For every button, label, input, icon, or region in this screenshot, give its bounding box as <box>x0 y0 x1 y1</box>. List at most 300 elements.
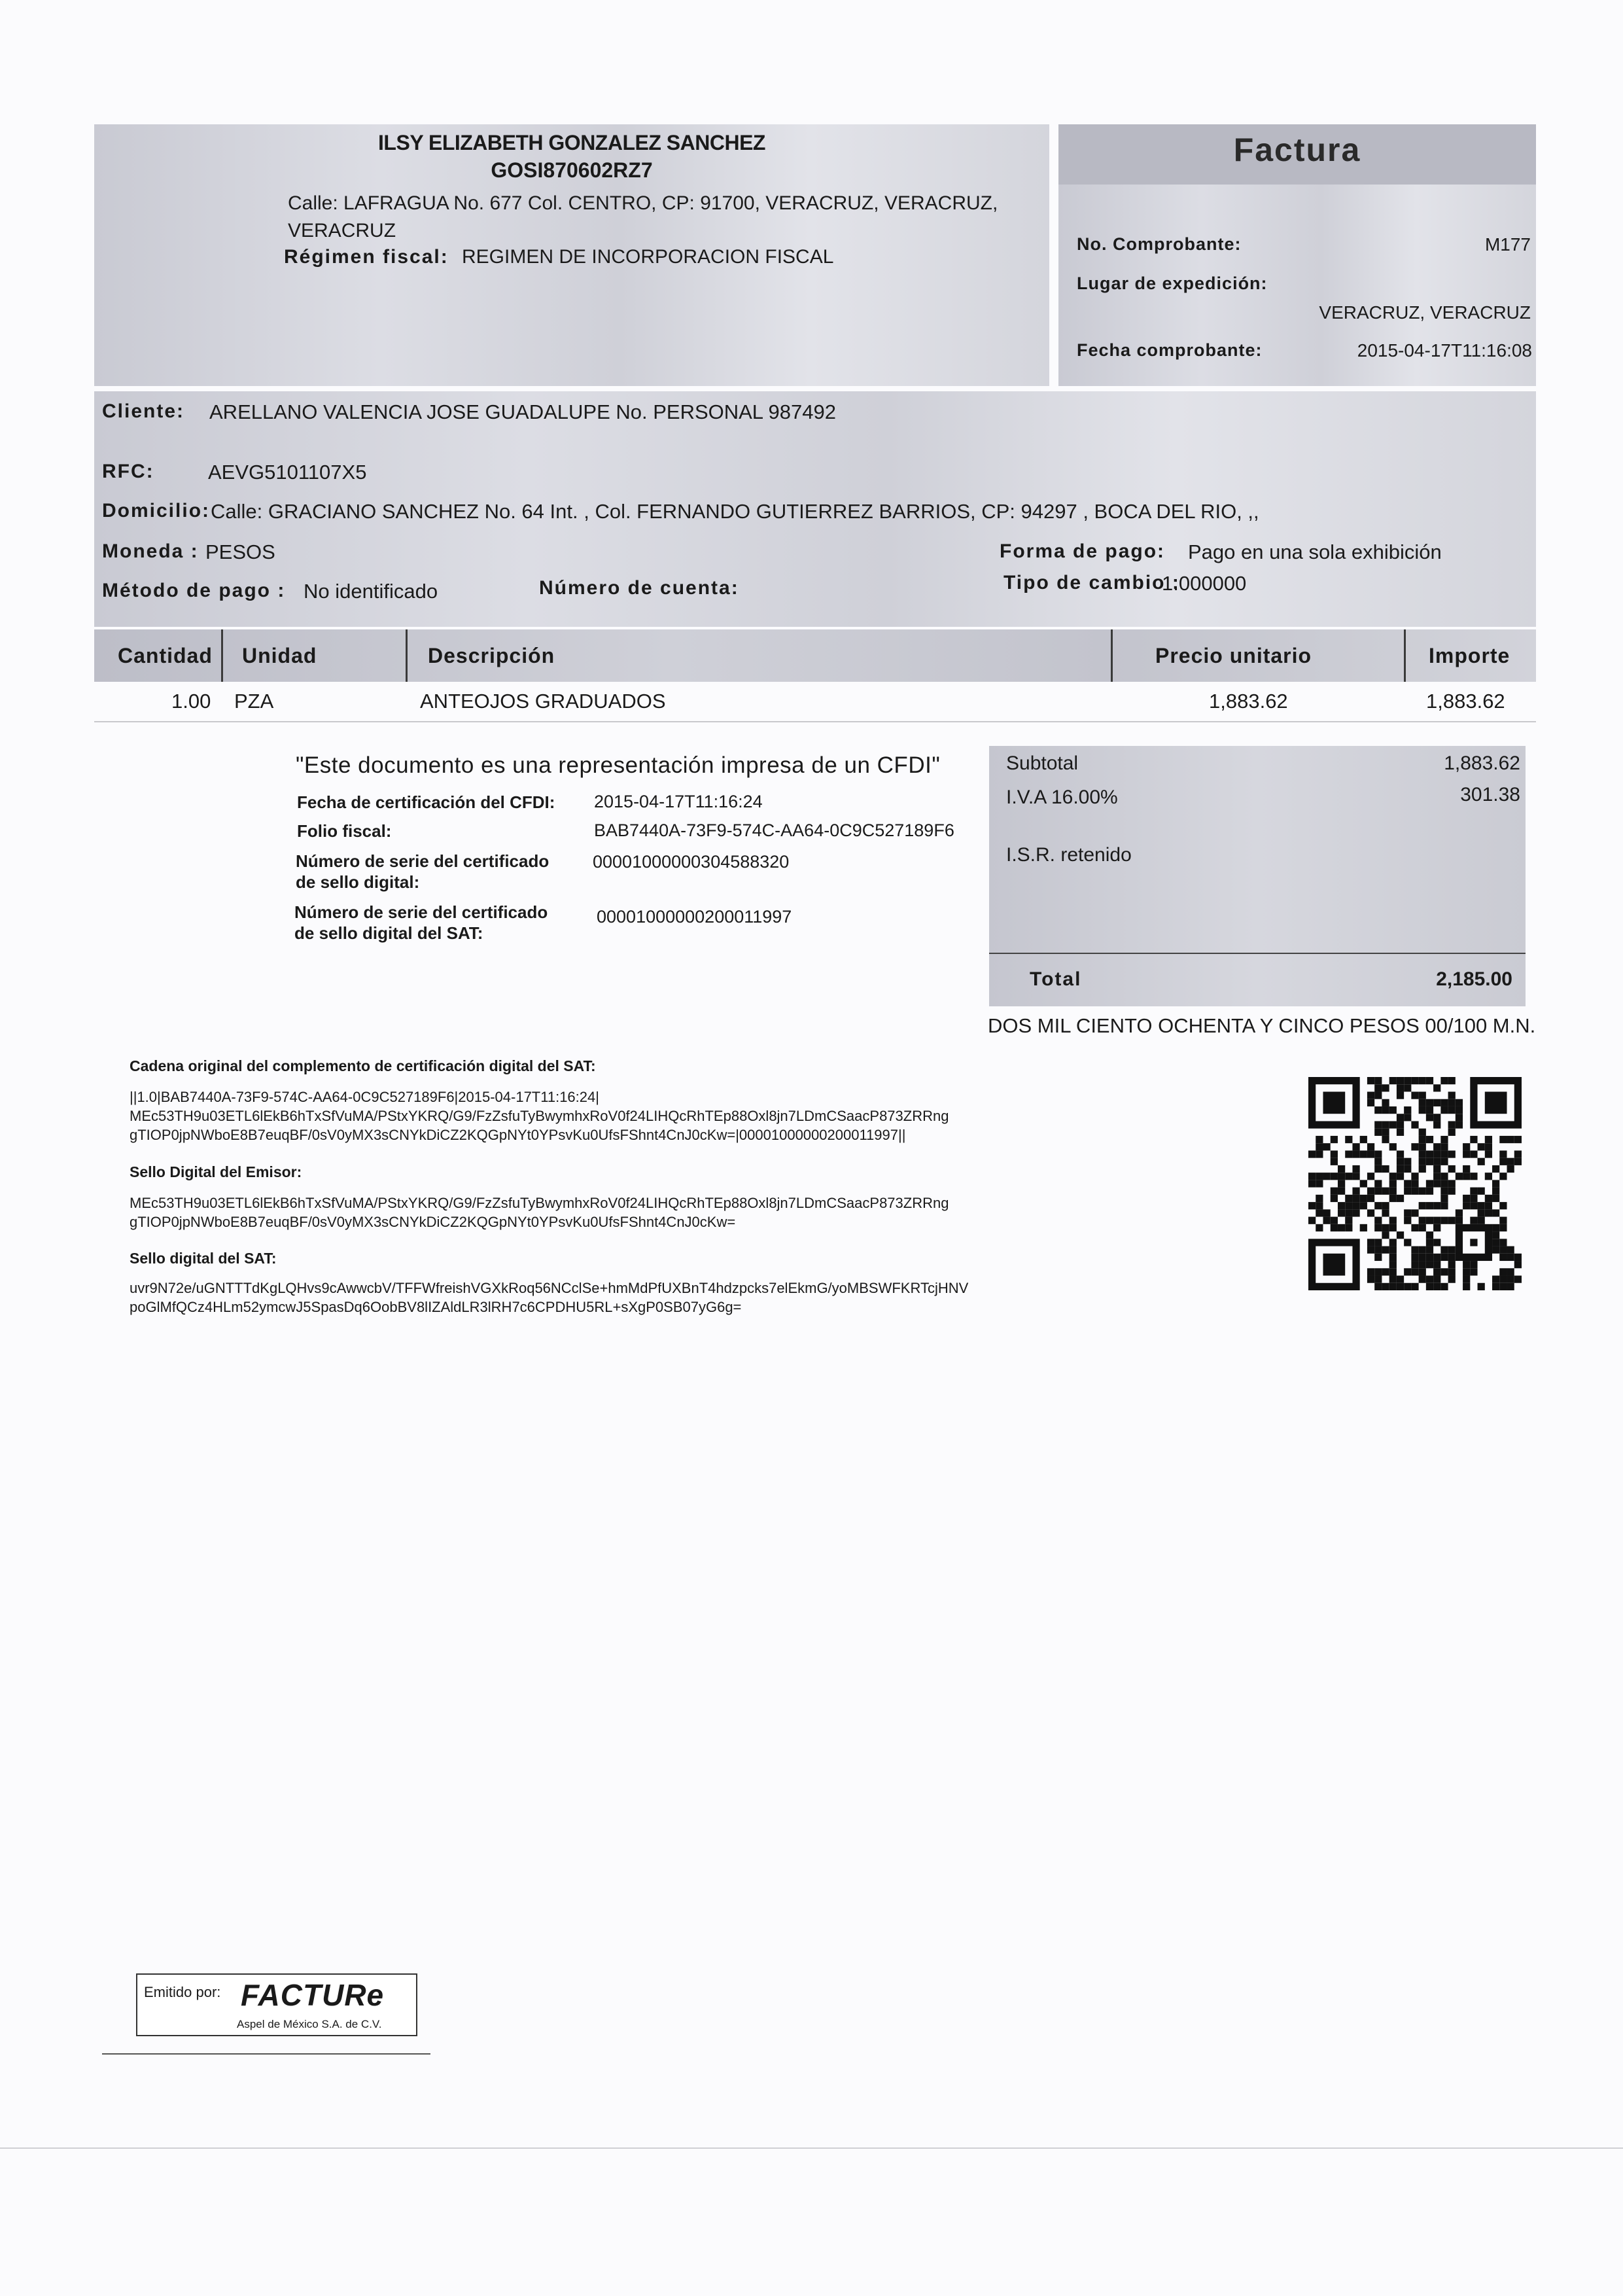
qr-module <box>1492 1180 1499 1187</box>
qr-module <box>1389 1268 1397 1275</box>
qr-module <box>1352 1143 1359 1150</box>
qr-module <box>1499 1150 1507 1157</box>
qr-module <box>1411 1188 1418 1195</box>
qr-module <box>1463 1202 1470 1209</box>
qr-module <box>1382 1099 1389 1106</box>
qr-module <box>1411 1283 1418 1290</box>
qr-module <box>1426 1099 1433 1106</box>
qr-module <box>1367 1150 1374 1157</box>
issuer-logo <box>136 1973 417 2036</box>
qr-module <box>1397 1084 1404 1091</box>
qr-module <box>1374 1106 1382 1114</box>
qr-module <box>1316 1202 1323 1209</box>
qr-module <box>1352 1150 1359 1157</box>
qr-module <box>1374 1129 1382 1136</box>
qr-module <box>1367 1173 1374 1180</box>
qr-module <box>1433 1099 1440 1106</box>
qr-module <box>1426 1136 1433 1143</box>
folio-value: BAB7440A-73F9-574C-AA64-0C9C527189F6 <box>594 821 954 840</box>
qr-module <box>1485 1195 1492 1202</box>
qr-module <box>1440 1150 1448 1157</box>
qr-module <box>1419 1217 1426 1224</box>
qr-module <box>1411 1254 1418 1261</box>
cert-fecha-value: 2015-04-17T11:16:24 <box>594 792 763 811</box>
column-divider <box>1404 629 1406 682</box>
qr-module <box>1374 1188 1382 1195</box>
qr-module <box>1374 1268 1382 1275</box>
qr-module <box>1404 1165 1411 1173</box>
qr-module <box>1419 1188 1426 1195</box>
qr-module <box>1308 1173 1316 1180</box>
qr-module <box>1426 1231 1433 1239</box>
lugar-value: VERACRUZ, VERACRUZ <box>1319 302 1531 323</box>
serie-sat-value: 00001000000200011997 <box>597 907 792 927</box>
qr-module <box>1316 1180 1323 1187</box>
qr-module <box>1419 1143 1426 1150</box>
qr-module <box>1456 1173 1463 1180</box>
qr-module <box>1374 1254 1382 1261</box>
qr-module <box>1389 1276 1397 1283</box>
qr-module <box>1426 1276 1433 1283</box>
sello-emisor-label: Sello Digital del Emisor: <box>130 1163 302 1180</box>
qr-module <box>1352 1173 1359 1180</box>
qr-module <box>1411 1173 1418 1180</box>
qr-module <box>1485 1143 1492 1150</box>
qr-module <box>1419 1165 1426 1173</box>
qr-module <box>1478 1283 1485 1290</box>
qr-module <box>1397 1195 1404 1202</box>
qr-module <box>1345 1209 1352 1216</box>
qr-module <box>1433 1114 1440 1121</box>
qr-module <box>1499 1283 1507 1290</box>
qr-module <box>1367 1099 1374 1106</box>
qr-module <box>1411 1077 1418 1084</box>
logo-emitido-text: Emitido por: <box>144 1984 221 2000</box>
qr-module <box>1374 1180 1382 1187</box>
qr-module <box>1485 1173 1492 1180</box>
qr-module <box>1492 1276 1499 1283</box>
qr-module <box>1440 1246 1448 1254</box>
qr-module <box>1426 1254 1433 1261</box>
cert-fecha-label: Fecha de certificación del CFDI: <box>297 792 555 812</box>
qr-module <box>1448 1121 1456 1128</box>
issuer-name: ILSY ELIZABETH GONZALEZ SANCHEZ <box>378 131 765 154</box>
qr-module <box>1426 1261 1433 1268</box>
qr-module <box>1514 1261 1522 1268</box>
qr-module <box>1470 1173 1477 1180</box>
qr-module <box>1433 1224 1440 1231</box>
qr-module <box>1382 1202 1389 1209</box>
qr-module <box>1440 1283 1448 1290</box>
qr-module <box>1448 1268 1456 1275</box>
qr-module <box>1331 1188 1338 1195</box>
qr-module <box>1404 1209 1411 1216</box>
sello-sat-label: Sello digital del SAT: <box>130 1250 277 1267</box>
qr-module <box>1338 1165 1345 1173</box>
qr-module <box>1440 1077 1448 1084</box>
qr-module <box>1404 1158 1411 1165</box>
moneda-label: Moneda : <box>102 540 199 562</box>
qr-module <box>1433 1217 1440 1224</box>
qr-module <box>1456 1099 1463 1106</box>
iva-label: I.V.A 16.00% <box>1006 786 1118 808</box>
item-cantidad: 1.00 <box>171 690 211 713</box>
qr-module <box>1419 1261 1426 1268</box>
qr-module <box>1308 1217 1316 1224</box>
qr-module <box>1485 1136 1492 1143</box>
qr-module <box>1397 1114 1404 1121</box>
qr-module <box>1367 1188 1374 1195</box>
qr-module <box>1323 1217 1330 1224</box>
qr-module <box>1360 1136 1367 1143</box>
qr-module <box>1470 1239 1477 1246</box>
qr-module <box>1389 1121 1397 1128</box>
qr-module <box>1456 1114 1463 1121</box>
qr-module <box>1433 1180 1440 1187</box>
qr-module <box>1485 1209 1492 1216</box>
cadena-value <box>130 1087 1019 1144</box>
issuer-panel <box>94 124 1049 386</box>
qr-module <box>1433 1276 1440 1283</box>
qr-module <box>1499 1158 1507 1165</box>
qr-module <box>1367 1276 1374 1283</box>
serie-emisor-value: 00001000000304588320 <box>593 852 790 872</box>
row-divider <box>94 721 1536 722</box>
serie-emisor-label-line-1: Número de serie del certificado <box>296 851 550 871</box>
amount-in-words: DOS MIL CIENTO OCHENTA Y CINCO PESOS 00/100 M.N. <box>988 1014 1536 1037</box>
qr-module <box>1404 1084 1411 1091</box>
qr-module <box>1323 1173 1330 1180</box>
qr-module <box>1448 1276 1456 1283</box>
qr-module <box>1367 1246 1374 1254</box>
issuer-rfc: GOSI870602RZ7 <box>491 158 653 182</box>
qr-module <box>1440 1254 1448 1261</box>
qr-module <box>1492 1246 1499 1254</box>
qr-module <box>1360 1224 1367 1231</box>
qr-module <box>1389 1143 1397 1150</box>
invoice-panel <box>1058 124 1536 386</box>
qr-module <box>1499 1246 1507 1254</box>
qr-module <box>1345 1173 1352 1180</box>
qr-module <box>1463 1143 1470 1150</box>
qr-module <box>1419 1202 1426 1209</box>
metodo-value: No identificado <box>304 580 438 603</box>
moneda-value: PESOS <box>205 540 275 563</box>
qr-module <box>1382 1268 1389 1275</box>
qr-module <box>1331 1158 1338 1165</box>
qr-module <box>1463 1195 1470 1202</box>
qr-module <box>1374 1246 1382 1254</box>
qr-module <box>1448 1188 1456 1195</box>
qr-module <box>1389 1254 1397 1261</box>
qr-module <box>1308 1180 1316 1187</box>
qr-module <box>1397 1158 1404 1165</box>
qr-module <box>1448 1091 1456 1099</box>
fecha-comprobante-value: 2015-04-17T11:16:08 <box>1357 340 1532 361</box>
qr-module <box>1478 1209 1485 1216</box>
qr-module <box>1433 1268 1440 1275</box>
qr-module <box>1352 1165 1359 1173</box>
qr-module <box>1448 1254 1456 1261</box>
invoice-title: Factura <box>1233 132 1361 168</box>
qr-module <box>1470 1195 1477 1202</box>
qr-module <box>1323 1143 1330 1150</box>
rfc-label: RFC: <box>102 461 154 482</box>
qr-module <box>1389 1195 1397 1202</box>
qr-module <box>1419 1268 1426 1275</box>
serie-emisor-label <box>296 851 549 892</box>
qr-module <box>1374 1224 1382 1231</box>
qr-module <box>1419 1276 1426 1283</box>
qr-module <box>1419 1091 1426 1099</box>
qr-module <box>1382 1283 1389 1290</box>
qr-module <box>1440 1188 1448 1195</box>
qr-module <box>1382 1121 1389 1128</box>
qr-module <box>1463 1173 1470 1180</box>
qr-module <box>1331 1224 1338 1231</box>
qr-module <box>1360 1150 1367 1157</box>
serie-sat-label-line-1: Número de serie del certificado <box>294 902 548 922</box>
qr-module <box>1382 1084 1389 1091</box>
domicilio-label: Domicilio: <box>102 500 211 521</box>
qr-module <box>1404 1239 1411 1246</box>
qr-module <box>1492 1239 1499 1246</box>
qr-module <box>1382 1246 1389 1254</box>
qr-module <box>1499 1202 1507 1209</box>
qr-module <box>1397 1231 1404 1239</box>
sello-emisor-line: MEc53TH9u03ETL6lEkB6hTxSfVuMA/PStxYKRQ/G9/FzZsfuTyBwymhxRoV0f24LIHQcRhTEp88Oxl8jn7LDmCSaacP873ZRRng <box>130 1195 949 1211</box>
qr-module <box>1470 1188 1477 1195</box>
qr-module <box>1433 1202 1440 1209</box>
qr-module <box>1433 1121 1440 1128</box>
qr-module <box>1448 1261 1456 1268</box>
qr-code-icon <box>1308 1077 1522 1290</box>
isr-label: I.S.R. retenido <box>1006 844 1132 866</box>
qr-module <box>1426 1114 1433 1121</box>
qr-module <box>1440 1173 1448 1180</box>
qr-module <box>1404 1180 1411 1187</box>
qr-module <box>1404 1283 1411 1290</box>
qr-module <box>1426 1188 1433 1195</box>
qr-module <box>1470 1150 1477 1157</box>
qr-module <box>1389 1180 1397 1187</box>
qr-module <box>1499 1268 1507 1275</box>
header-unidad: Unidad <box>242 644 317 667</box>
header-cantidad: Cantidad <box>118 644 213 667</box>
fecha-comprobante-label: Fecha comprobante: <box>1077 340 1263 360</box>
qr-module <box>1316 1150 1323 1157</box>
qr-module <box>1389 1283 1397 1290</box>
qr-module <box>1440 1202 1448 1209</box>
qr-module <box>1404 1106 1411 1114</box>
qr-module <box>1323 1209 1330 1216</box>
qr-module <box>1352 1188 1359 1195</box>
qr-module <box>1499 1217 1507 1224</box>
qr-module <box>1338 1180 1345 1187</box>
qr-module <box>1463 1276 1470 1283</box>
qr-module <box>1338 1173 1345 1180</box>
qr-module <box>1426 1077 1433 1084</box>
total-divider <box>989 953 1526 954</box>
domicilio-value: Calle: GRACIANO SANCHEZ No. 64 Int. , Col. FERNANDO GUTIERREZ BARRIOS, CP: 94297 , BOCA DEL RIO, ,, <box>211 500 1259 523</box>
qr-module <box>1360 1202 1367 1209</box>
qr-module <box>1448 1180 1456 1187</box>
qr-module <box>1367 1195 1374 1202</box>
qr-module <box>1440 1136 1448 1143</box>
qr-module <box>1367 1209 1374 1216</box>
forma-label: Forma de pago: <box>1000 540 1166 562</box>
qr-module <box>1382 1209 1389 1216</box>
qr-module <box>1485 1150 1492 1157</box>
cfdi-heading: "Este documento es una representación impresa de un CFDI" <box>296 752 941 778</box>
qr-module <box>1492 1283 1499 1290</box>
qr-module <box>1507 1268 1514 1275</box>
qr-module <box>1397 1129 1404 1136</box>
tipo-label: Tipo de cambio : <box>1003 572 1180 593</box>
qr-module <box>1331 1150 1338 1157</box>
qr-module <box>1485 1202 1492 1209</box>
sello-sat-value <box>130 1279 1019 1316</box>
cliente-label: Cliente: <box>102 400 185 422</box>
qr-module <box>1360 1195 1367 1202</box>
qr-module <box>1397 1091 1404 1099</box>
qr-module <box>1338 1224 1345 1231</box>
qr-module <box>1382 1188 1389 1195</box>
subtotal-value: 1,883.62 <box>1444 752 1520 774</box>
qr-module <box>1448 1106 1456 1114</box>
qr-module <box>1440 1180 1448 1187</box>
qr-module <box>1419 1150 1426 1157</box>
qr-module <box>1448 1165 1456 1173</box>
qr-module <box>1397 1121 1404 1128</box>
qr-module <box>1448 1217 1456 1224</box>
qr-module <box>1360 1180 1367 1187</box>
qr-module <box>1419 1254 1426 1261</box>
cadena-line: gTIOP0jpNWboE8B7euqBF/0sV0yMX3sCNYkDiCZ2KQGpNYt0YPsvKu0UfsFShnt4CnJ0cKw=|00001000000200011997|| <box>130 1127 906 1143</box>
qr-module <box>1470 1136 1477 1143</box>
qr-module <box>1411 1246 1418 1254</box>
qr-module <box>1463 1165 1470 1173</box>
qr-module <box>1499 1224 1507 1231</box>
qr-module <box>1331 1217 1338 1224</box>
qr-module <box>1374 1239 1382 1246</box>
qr-module <box>1389 1106 1397 1114</box>
qr-module <box>1389 1246 1397 1254</box>
qr-module <box>1382 1224 1389 1231</box>
qr-module <box>1331 1195 1338 1202</box>
qr-module <box>1499 1173 1507 1180</box>
qr-module <box>1419 1099 1426 1106</box>
qr-module <box>1345 1202 1352 1209</box>
qr-module <box>1426 1158 1433 1165</box>
qr-module <box>1426 1202 1433 1209</box>
qr-module <box>1492 1224 1499 1231</box>
qr-module <box>1374 1283 1382 1290</box>
qr-module <box>1316 1173 1323 1180</box>
qr-module <box>1470 1202 1477 1209</box>
qr-module <box>1411 1091 1418 1099</box>
item-importe: 1,883.62 <box>1426 690 1505 713</box>
qr-module <box>1367 1268 1374 1275</box>
qr-module <box>1448 1246 1456 1254</box>
qr-module <box>1426 1180 1433 1187</box>
qr-module <box>1374 1121 1382 1128</box>
qr-module <box>1389 1261 1397 1268</box>
sello-sat-line: uvr9N72e/uGNTTTdKgLQHvs9cAwwcbV/TFFWfreishVGXkRoq56NCclSe+hmMdPfUXBnT4hdzpcks7elEkmG/yoMBSWFKRTcjHNV <box>130 1280 969 1296</box>
qr-module <box>1404 1077 1411 1084</box>
qr-module <box>1316 1143 1323 1150</box>
qr-module <box>1426 1150 1433 1157</box>
item-unidad: PZA <box>234 690 274 713</box>
qr-module <box>1426 1283 1433 1290</box>
qr-module <box>1507 1165 1514 1173</box>
qr-module <box>1404 1217 1411 1224</box>
qr-module <box>1411 1180 1418 1187</box>
qr-module <box>1419 1136 1426 1143</box>
qr-module <box>1411 1121 1418 1128</box>
qr-module <box>1514 1276 1522 1283</box>
qr-module <box>1514 1254 1522 1261</box>
qr-module <box>1352 1202 1359 1209</box>
header-precio: Precio unitario <box>1155 644 1312 667</box>
qr-module <box>1507 1158 1514 1165</box>
sello-sat-line: poGlMfQCz4HLm52ymcwJ5SpasDq6OobBV8lIZAldLR3lRH7c6CPDHU5RL+sXgP0SB07yG6g= <box>130 1299 742 1315</box>
lugar-label: Lugar de expedición: <box>1077 274 1268 293</box>
qr-module <box>1456 1121 1463 1128</box>
forma-value: Pago en una sola exhibición <box>1188 540 1442 563</box>
qr-module <box>1397 1173 1404 1180</box>
regimen-value: REGIMEN DE INCORPORACION FISCAL <box>462 246 834 268</box>
cadena-line: MEc53TH9u03ETL6lEkB6hTxSfVuMA/PStxYKRQ/G9/FzZsfuTyBwymhxRoV0f24LIHQcRhTEp88Oxl8jn7LDmCSaacP873ZRRng <box>130 1108 949 1124</box>
qr-module <box>1478 1202 1485 1209</box>
qr-module <box>1419 1077 1426 1084</box>
qr-module <box>1374 1077 1382 1084</box>
totals-panel <box>989 746 1526 1006</box>
qr-module <box>1440 1217 1448 1224</box>
logo-sub-text: Aspel de México S.A. de C.V. <box>237 2018 382 2030</box>
qr-module <box>1499 1136 1507 1143</box>
qr-module <box>1316 1195 1323 1202</box>
qr-module <box>1382 1165 1389 1173</box>
qr-module <box>1507 1254 1514 1261</box>
issuer-address-line-1: Calle: LAFRAGUA No. 677 Col. CENTRO, CP: 91700, VERACRUZ, VERACRUZ, <box>288 192 998 214</box>
qr-module <box>1507 1276 1514 1283</box>
iva-value: 301.38 <box>1460 784 1520 805</box>
qr-module <box>1374 1276 1382 1283</box>
footer-divider <box>102 2053 430 2055</box>
issuer-address <box>288 190 1034 245</box>
qr-module <box>1389 1224 1397 1231</box>
qr-module <box>1389 1077 1397 1084</box>
qr-module <box>1440 1143 1448 1150</box>
regimen-label: Régimen fiscal: <box>284 246 449 268</box>
qr-module <box>1426 1239 1433 1246</box>
qr-module <box>1389 1188 1397 1195</box>
qr-module <box>1440 1195 1448 1202</box>
qr-module <box>1433 1158 1440 1165</box>
qr-module <box>1433 1261 1440 1268</box>
metodo-label: Método de pago : <box>102 580 286 601</box>
issuer-address-line-2: VERACRUZ <box>288 220 396 241</box>
qr-module <box>1433 1254 1440 1261</box>
qr-module <box>1492 1165 1499 1173</box>
logo-brand-text: FACTURe <box>241 1978 385 2012</box>
column-divider <box>221 629 223 682</box>
qr-module <box>1419 1224 1426 1231</box>
qr-module <box>1492 1209 1499 1216</box>
qr-module <box>1338 1188 1345 1195</box>
qr-module <box>1448 1099 1456 1106</box>
